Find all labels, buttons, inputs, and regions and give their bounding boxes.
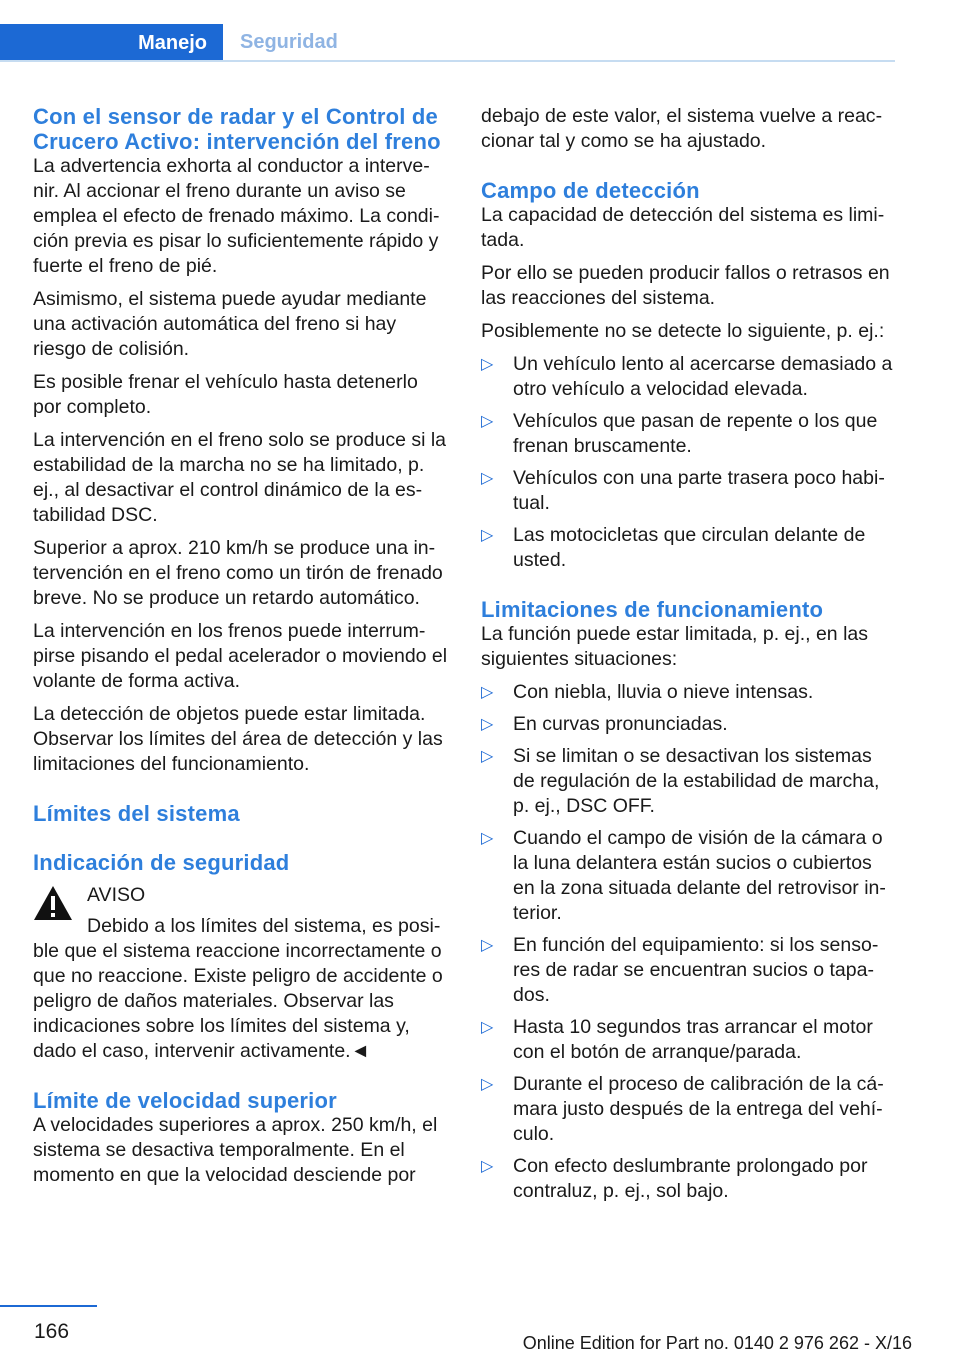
triangle-bullet-icon: ▷: [481, 684, 494, 701]
heading-safety-note: Indicación de seguridad: [33, 850, 290, 875]
triangle-bullet-icon: ▷: [481, 356, 494, 373]
list-item: [481, 1154, 897, 1204]
list-item-text: Si se limitan o se desactivan los sistemas de regulación de la estabilidad de marcha, p. ej., DSC OFF.: [513, 745, 880, 817]
paragraph: La detección de objetos puede estar limitada. Observar los límites del área de detección y las limitaciones del funcionamiento.: [33, 703, 443, 775]
paragraph: Posiblemente no se detecte lo siguiente, p. ej.:: [481, 320, 885, 342]
heading-speed-limit: Límite de velocidad superior: [33, 1088, 337, 1113]
paragraph: La intervención en el freno solo se produce si la estabilidad de la marcha no se ha limitado, p. ej., al desactivar el control dinámico de la estabilidad DSC.: [33, 429, 447, 526]
triangle-bullet-icon: ▷: [481, 1076, 494, 1093]
detection-list: [481, 352, 897, 573]
list-item: [481, 680, 897, 705]
triangle-bullet-icon: ▷: [481, 470, 494, 487]
list-item: [481, 352, 897, 402]
chapter-header: [0, 24, 895, 62]
list-item-text: Cuando el campo de visión de la cámara o la luna delantera están sucios o cubiertos en la zona situada delante del retrovisor interior.: [513, 827, 886, 924]
list-item-text: Con efecto deslumbrante prolongado por contraluz, p. ej., sol bajo.: [513, 1155, 868, 1202]
list-item-text: En función del equipamiento: si los sensores de radar se encuentran sucios o tapados.: [513, 934, 879, 1006]
list-item: [481, 409, 897, 459]
warning-triangle-icon: [33, 885, 73, 921]
list-item: [481, 1072, 897, 1147]
footer-divider: [0, 1305, 97, 1307]
triangle-bullet-icon: ▷: [481, 1019, 494, 1036]
list-item: [481, 1015, 897, 1065]
right-column: [481, 104, 897, 1211]
heading-system-limits: Límites del sistema: [33, 801, 240, 826]
list-item: [481, 712, 897, 737]
list-item-text: Durante el proceso de calibración de la cámara justo después de la entrega del vehículo.: [513, 1073, 884, 1145]
header-divider: [0, 60, 895, 62]
paragraph: Es posible frenar el vehículo hasta detenerlo por completo.: [33, 371, 418, 418]
paragraph: debajo de este valor, el sistema vuelve a reaccionar tal y como se ha ajustado.: [481, 105, 883, 152]
list-item: [481, 744, 897, 819]
triangle-bullet-icon: ▷: [481, 527, 494, 544]
warning-title: AVISO: [87, 884, 146, 906]
paragraph: La advertencia exhorta al conductor a intervenir. Al accionar el freno durante un aviso se emplea el efecto de frenado máximo. La condición previa es pisar lo suficientemente rápido y fuerte el freno de pié.: [33, 155, 440, 277]
function-limits-list: [481, 680, 897, 1204]
list-item: [481, 933, 897, 1008]
list-item: [481, 826, 897, 926]
triangle-bullet-icon: ▷: [481, 716, 494, 733]
paragraph: A velocidades superiores a aprox. 250 km/h, el sistema se desactiva temporalmente. En el momento en que la velocidad desciende por: [33, 1114, 438, 1186]
page-number: 166: [34, 1320, 70, 1343]
paragraph: Superior a aprox. 210 km/h se produce una intervención en el freno como un tirón de frenado breve. No se produce un retardo automático.: [33, 537, 443, 609]
list-item-text: Un vehículo lento al acercarse demasiado a otro vehículo a velocidad elevada.: [513, 353, 893, 400]
triangle-bullet-icon: ▷: [481, 830, 494, 847]
edition-note: Online Edition for Part no. 0140 2 976 262 - X/16: [522, 1333, 912, 1353]
triangle-bullet-icon: ▷: [481, 413, 494, 430]
warning-text: Debido a los límites del sistema, es posible que el sistema reaccione incorrectamente o que no reaccione. Existe peligro de accidente o peligro de daños materiales. Observar las indicaciones sobre los límites del sistema y, dado el caso, intervenir activamente.◄: [33, 915, 443, 1062]
triangle-bullet-icon: ▷: [481, 937, 494, 954]
tab-seguridad[interactable]: Seguridad: [240, 30, 338, 53]
paragraph: La función puede estar limitada, p. ej., en las siguientes situaciones:: [481, 623, 868, 670]
left-column: [33, 104, 448, 1196]
list-item-text: Hasta 10 segundos tras arrancar el motor con el botón de arranque/parada.: [513, 1016, 873, 1063]
heading-function-limits: Limitaciones de funcionamiento: [481, 597, 824, 622]
list-item-text: Las motocicletas que circulan delante de usted.: [513, 524, 866, 571]
list-item: [481, 523, 897, 573]
list-item: [481, 466, 897, 516]
heading-detection-field: Campo de detección: [481, 178, 700, 203]
warning-block: [33, 883, 448, 1064]
paragraph: Asimismo, el sistema puede ayudar mediante una activación automática del freno si hay riesgo de colisión.: [33, 288, 427, 360]
paragraph: La capacidad de detección del sistema es limitada.: [481, 204, 885, 251]
list-item-text: Vehículos con una parte trasera poco habitual.: [513, 467, 885, 514]
list-item-text: Vehículos que pasan de repente o los que frenan bruscamente.: [513, 410, 878, 457]
triangle-bullet-icon: ▷: [481, 748, 494, 765]
triangle-bullet-icon: ▷: [481, 1158, 494, 1175]
paragraph: Por ello se pueden producir fallos o retrasos en las reacciones del sistema.: [481, 262, 890, 309]
list-item-text: En curvas pronunciadas.: [513, 713, 728, 735]
heading-radar-brake: Con el sensor de radar y el Control de Crucero Activo: intervención del freno: [33, 104, 441, 154]
paragraph: La intervención en los frenos puede interrumpirse pisando el pedal acelerador o moviendo el volante de forma activa.: [33, 620, 448, 692]
list-item-text: Con niebla, lluvia o nieve intensas.: [513, 681, 814, 703]
tab-manejo[interactable]: Manejo: [0, 24, 223, 62]
